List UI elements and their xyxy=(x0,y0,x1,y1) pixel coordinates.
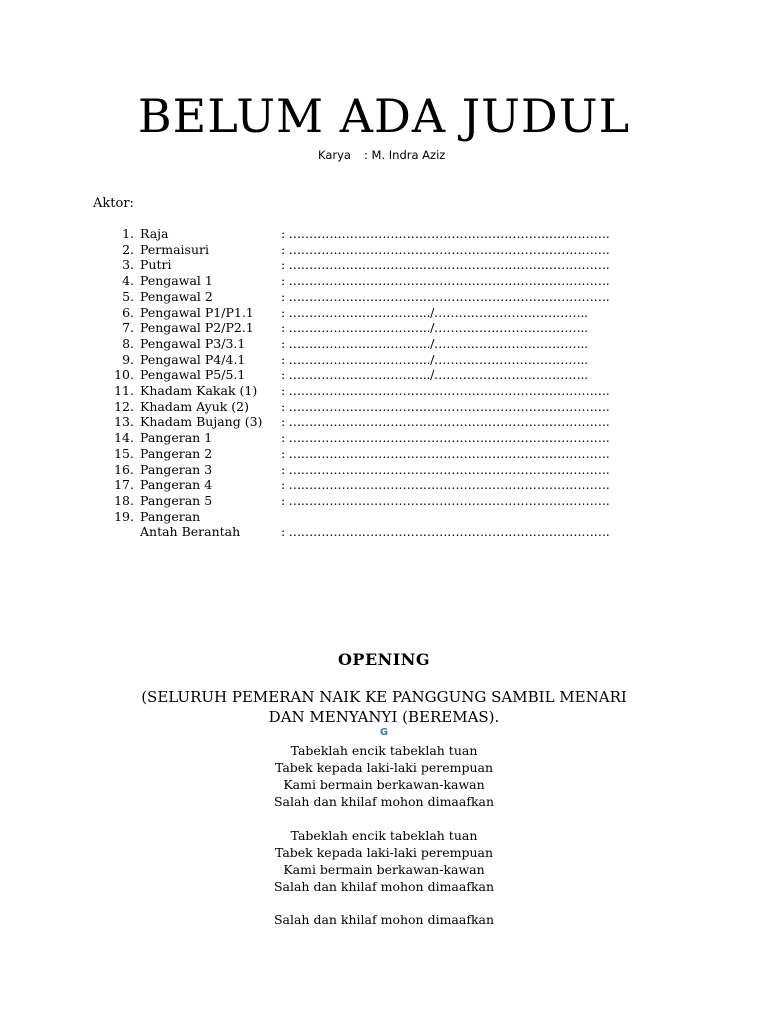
cast-number: 12. xyxy=(114,398,134,414)
cast-role xyxy=(140,305,281,321)
cast-row xyxy=(108,399,609,415)
cast-row xyxy=(108,493,609,509)
document-title: BELUM ADA JUDUL xyxy=(137,89,631,143)
cast-number: 19. xyxy=(114,508,134,524)
cast-role-name: Khadam Kakak (1) xyxy=(140,383,258,399)
cast-role-name: Raja xyxy=(140,226,169,241)
cast-role xyxy=(140,509,281,540)
author-line xyxy=(318,148,445,162)
cast-number: 6. xyxy=(122,304,134,320)
cast-role-name: Pangeran 1 xyxy=(140,430,213,446)
cast-row xyxy=(108,446,609,462)
cast-role xyxy=(140,336,281,352)
cast-actor-blank: : ……………………………../……………………………….. xyxy=(281,320,588,336)
cast-role-name: Pengawal P2/P2.1 xyxy=(140,320,254,336)
lyrics-line: Kami bermain berkawan-kawan xyxy=(283,861,485,877)
lyrics-line: Tabeklah encik tabeklah tuan xyxy=(290,743,478,758)
cast-role-name: Pangeran xyxy=(140,508,201,524)
author-name: : M. Indra Aziz xyxy=(364,148,446,162)
chord-label: G xyxy=(379,727,389,738)
cast-actor-blank: : ……………………………………………………………………. xyxy=(281,524,610,540)
cast-actor-blank: : ……………………………../……………………………….. xyxy=(281,335,588,351)
cast-role xyxy=(140,242,281,258)
cast-number: 16. xyxy=(114,461,134,477)
cast-actor-blank: : ……………………………………………………………………. xyxy=(281,430,610,446)
cast-number: 11. xyxy=(114,383,134,399)
cast-actor-blank: : ……………………………../……………………………….. xyxy=(281,367,588,383)
cast-role-name: Pengawal 2 xyxy=(140,288,213,304)
cast-row xyxy=(108,257,609,273)
cast-actor-blank: : ……………………………………………………………………. xyxy=(281,477,610,493)
cast-role-name: Khadam Bujang (3) xyxy=(140,414,263,430)
cast-number: 18. xyxy=(114,492,134,508)
cast-actor-blank: : ……………………………………………………………………. xyxy=(281,226,610,241)
cast-actor-blank: : ……………………………………………………………………. xyxy=(281,273,610,289)
cast-role xyxy=(140,414,281,430)
cast-actor-blank: : ……………………………………………………………………. xyxy=(281,414,610,430)
cast-actor-blank: : ……………………………………………………………………. xyxy=(281,445,610,461)
cast-number: 10. xyxy=(114,367,134,383)
cast-role xyxy=(140,289,281,305)
cast-role-name: Pengawal P4/4.1 xyxy=(140,351,246,367)
cast-number: 15. xyxy=(114,445,134,461)
cast-role xyxy=(140,273,281,289)
cast-number: 13. xyxy=(114,414,134,430)
cast-number: 2. xyxy=(122,241,134,257)
cast-actor-blank: : ……………………………………………………………………. xyxy=(281,398,610,414)
cast-role xyxy=(140,477,281,493)
cast-role-name: Pangeran 2 xyxy=(140,445,213,461)
cast-list xyxy=(108,226,609,540)
cast-number: 5. xyxy=(122,288,134,304)
cast-actor-blank: : ……………………………………………………………………. xyxy=(281,383,610,399)
instruction-line-2: DAN MENYANYI (BEREMAS). xyxy=(268,708,500,726)
cast-number: 1. xyxy=(122,226,134,241)
cast-row xyxy=(108,226,609,242)
cast-number: 3. xyxy=(122,257,134,273)
cast-row xyxy=(108,430,609,446)
cast-role xyxy=(140,399,281,415)
cast-role-name: Pengawal P3/3.1 xyxy=(140,335,246,351)
cast-role-name: Permaisuri xyxy=(140,241,209,257)
cast-actor-blank: : ……………………………………………………………………. xyxy=(281,257,610,273)
cast-role-name: Putri xyxy=(140,257,172,273)
cast-actor-blank: : ……………………………………………………………………. xyxy=(281,241,610,257)
cast-role xyxy=(140,462,281,478)
lyrics-stanza xyxy=(0,911,768,928)
cast-role-name: Pangeran 4 xyxy=(140,477,213,493)
cast-number: 7. xyxy=(122,320,134,336)
cast-role xyxy=(140,493,281,509)
stage-instruction xyxy=(0,687,768,727)
lyrics-line: Tabek kepada laki-laki perempuan xyxy=(274,760,494,775)
cast-number: 4. xyxy=(122,273,134,289)
cast-row xyxy=(108,367,609,383)
cast-row xyxy=(108,305,609,321)
cast-number: 9. xyxy=(122,351,134,367)
cast-actor-blank: : ……………………………………………………………………. xyxy=(281,288,610,304)
cast-row xyxy=(108,289,609,305)
cast-row xyxy=(108,352,609,368)
lyrics-line: Tabek kepada laki-laki perempuan xyxy=(274,844,494,860)
cast-row xyxy=(108,273,609,289)
cast-row xyxy=(108,477,609,493)
cast-role xyxy=(140,367,281,383)
cast-row xyxy=(108,242,609,258)
cast-row xyxy=(108,414,609,430)
author-label: Karya xyxy=(318,148,351,162)
cast-role-name: Khadam Ayuk (2) xyxy=(140,398,250,414)
cast-role xyxy=(140,257,281,273)
cast-role xyxy=(140,383,281,399)
lyrics-line: Salah dan khilaf mohon dimaafkan xyxy=(273,878,495,894)
cast-actor-blank: : ……………………………………………………………………. xyxy=(281,461,610,477)
cast-number: 14. xyxy=(114,430,134,446)
song-lyrics xyxy=(0,742,768,945)
cast-role-name: Pangeran 3 xyxy=(140,461,213,477)
cast-role-name: Pengawal P1/P1.1 xyxy=(140,304,254,320)
cast-row xyxy=(108,336,609,352)
cast-role-name-cont: Antah Berantah xyxy=(140,524,241,540)
cast-role xyxy=(140,320,281,336)
lyrics-stanza xyxy=(0,827,768,895)
cast-role xyxy=(140,446,281,462)
lyrics-line: Tabeklah encik tabeklah tuan xyxy=(290,827,478,843)
cast-role-name: Pangeran 5 xyxy=(140,492,213,508)
cast-role xyxy=(140,226,281,242)
cast-number: 17. xyxy=(114,477,134,493)
instruction-line-1: (SELURUH PEMERAN NAIK KE PANGGUNG SAMBIL MENARI xyxy=(141,688,627,706)
cast-row xyxy=(108,320,609,336)
cast-role xyxy=(140,430,281,446)
cast-role-name: Pengawal 1 xyxy=(140,273,213,289)
cast-actor-blank: : ……………………………../……………………………….. xyxy=(281,304,588,320)
cast-row xyxy=(108,383,609,399)
opening-heading: OPENING xyxy=(337,650,431,669)
lyrics-stanza xyxy=(0,742,768,810)
cast-actor-blank: : ……………………………../……………………………….. xyxy=(281,351,588,367)
cast-role xyxy=(140,352,281,368)
lyrics-line: Kami bermain berkawan-kawan xyxy=(283,777,485,792)
actors-heading: Aktor: xyxy=(93,196,134,211)
lyrics-line: Salah dan khilaf mohon dimaafkan xyxy=(273,912,495,927)
cast-role-name: Pengawal P5/5.1 xyxy=(140,367,246,383)
lyrics-line: Salah dan khilaf mohon dimaafkan xyxy=(273,794,495,809)
cast-row xyxy=(108,462,609,478)
cast-number: 8. xyxy=(122,335,134,351)
cast-actor-blank: : ……………………………………………………………………. xyxy=(281,492,610,508)
cast-row xyxy=(108,509,609,540)
